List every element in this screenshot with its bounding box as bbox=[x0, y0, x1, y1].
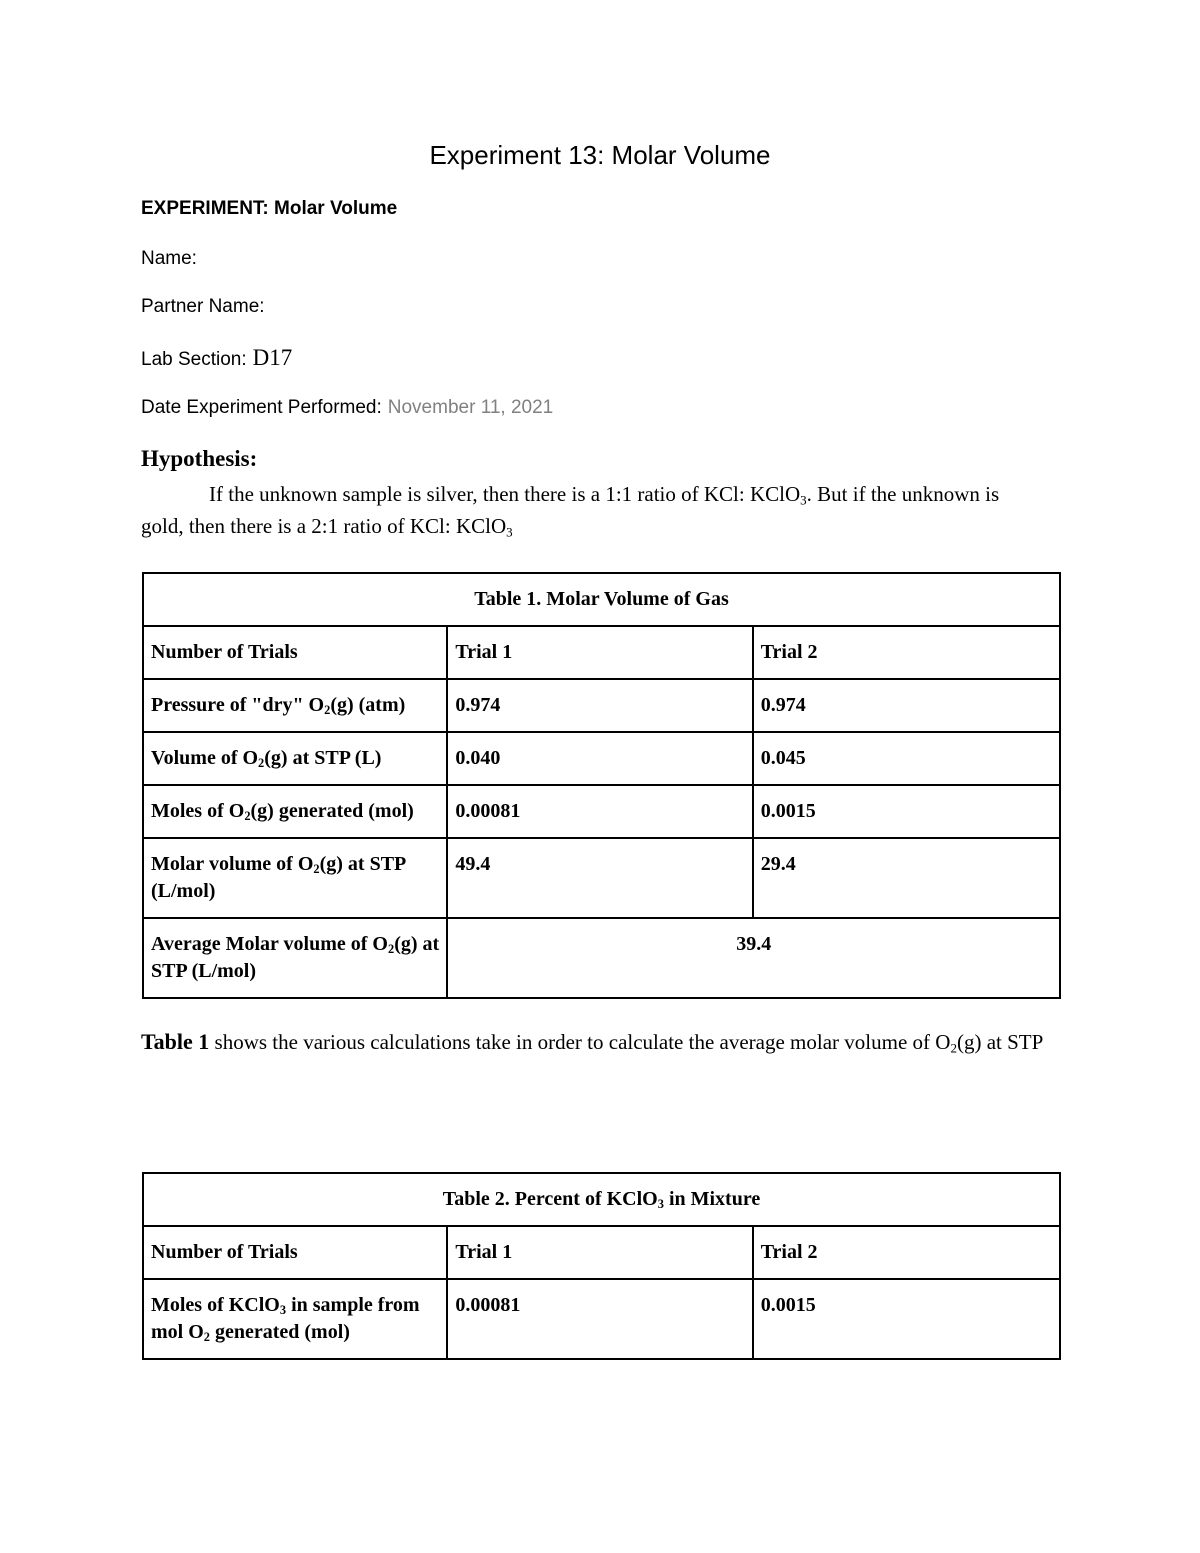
hypothesis-text: If the unknown sample is silver, then there is a 1:1 ratio of KCl: KClO$_3$. But if the unknown is gold, then there is a 2:1 ratio of KCl: KClO$_3$ bbox=[141, 482, 1000, 540]
partner-name-field bbox=[141, 296, 265, 318]
header-cell: Number of Trials bbox=[143, 626, 447, 679]
experiment-label: EXPERIMENT: Molar Volume bbox=[141, 198, 398, 219]
table-header-row bbox=[143, 626, 1060, 679]
trial2-cell: 29.4 bbox=[753, 838, 1060, 918]
header-cell: Trial 2 bbox=[753, 626, 1060, 679]
table-percent-kclo3 bbox=[142, 1172, 1061, 1360]
lab-section-field bbox=[141, 345, 292, 371]
row-label: Moles of $O_2(g)$ generated (mol) bbox=[143, 785, 447, 838]
table1-note: Table 1 shows the various calculations take in order to calculate the average molar volume of $O_2(g)$ at STP bbox=[141, 1029, 1044, 1056]
hypothesis-title: Hypothesis: bbox=[141, 446, 258, 471]
date-value: November 11, 2021 bbox=[387, 397, 554, 418]
table-row-average bbox=[143, 918, 1060, 998]
average-value-cell: 39.4 bbox=[447, 918, 1060, 998]
trial1-cell: 49.4 bbox=[447, 838, 752, 918]
date-label: Date Experiment Performed: bbox=[141, 397, 382, 418]
header-cell: Number of Trials bbox=[143, 1226, 447, 1279]
trial1-cell: 0.040 bbox=[447, 732, 752, 785]
row-label: Volume of $O_2(g)$ at STP (L) bbox=[143, 732, 447, 785]
table-row bbox=[143, 838, 1060, 918]
name-field bbox=[141, 248, 197, 270]
trial1-cell: 0.974 bbox=[447, 679, 752, 732]
header-cell: Trial 1 bbox=[447, 626, 752, 679]
table-header-row bbox=[143, 1226, 1060, 1279]
header-cell: Trial 1 bbox=[447, 1226, 752, 1279]
header-cell: Trial 2 bbox=[753, 1226, 1060, 1279]
trial1-cell: 0.00081 bbox=[447, 1279, 752, 1359]
trial2-cell: 0.045 bbox=[753, 732, 1060, 785]
lab-section-label: Lab Section: bbox=[141, 349, 247, 370]
table1-caption: Table 1. Molar Volume of Gas bbox=[143, 573, 1060, 626]
lab-section-value: D17 bbox=[252, 345, 293, 370]
row-label: Moles of KClO$_3$ in sample from mol $O_2$ generated (mol) bbox=[143, 1279, 447, 1359]
document-title: Experiment 13: Molar Volume bbox=[429, 140, 771, 170]
trial1-cell: 0.00081 bbox=[447, 785, 752, 838]
table2-caption: Table 2. Percent of KClO$_3$ in Mixture bbox=[143, 1173, 1060, 1226]
date-field bbox=[141, 397, 553, 419]
table-row bbox=[143, 679, 1060, 732]
trial2-cell: 0.0015 bbox=[753, 785, 1060, 838]
row-label: Molar volume of $O_2(g)$ at STP (L/mol) bbox=[143, 838, 447, 918]
table-row bbox=[143, 732, 1060, 785]
trial2-cell: 0.0015 bbox=[753, 1279, 1060, 1359]
partner-name-label: Partner Name: bbox=[141, 296, 265, 317]
trial2-cell: 0.974 bbox=[753, 679, 1060, 732]
table-row bbox=[143, 785, 1060, 838]
table-row bbox=[143, 1279, 1060, 1359]
row-label: Average Molar volume of $O_2(g)$ at STP (L/mol) bbox=[143, 918, 447, 998]
row-label: Pressure of "dry" $O_2(g)$ (atm) bbox=[143, 679, 447, 732]
name-label: Name: bbox=[141, 248, 197, 269]
table-molar-volume bbox=[142, 572, 1061, 999]
